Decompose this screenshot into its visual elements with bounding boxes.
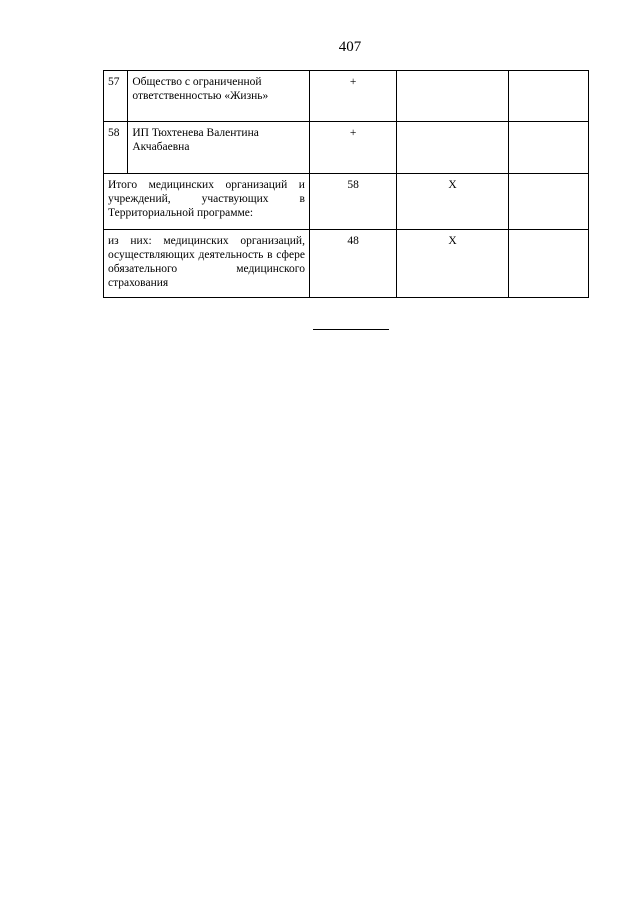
cell-column-5 [508, 71, 588, 122]
cell-column-4 [397, 122, 509, 174]
row-number: 57 [104, 71, 128, 122]
cell-column-5 [508, 174, 588, 230]
organization-name: ИП Тюхтенева Валентина Акчабаевна [128, 122, 310, 174]
participation-mark: + [309, 122, 396, 174]
total-label: Итого медицинских организаций и учреждений, участвующих в Территориальной программе: [104, 174, 310, 230]
medical-organizations-table [103, 70, 589, 298]
table-row [104, 122, 589, 174]
subtotal-x-mark: X [397, 230, 509, 298]
table-row [104, 71, 589, 122]
total-row [104, 230, 589, 298]
participation-mark: + [309, 71, 396, 122]
organization-name: Общество с ограниченной ответственностью «Жизнь» [128, 71, 310, 122]
page-number: 407 [338, 39, 362, 55]
total-row [104, 174, 589, 230]
row-number: 58 [104, 122, 128, 174]
end-of-section-divider [313, 329, 389, 330]
subtotal-count: 48 [309, 230, 396, 298]
cell-column-5 [508, 230, 588, 298]
subtotal-label: из них: медицинских организаций, осуществляющих деятельность в сфере обязательного медицинского страхования [104, 230, 310, 298]
cell-column-5 [508, 122, 588, 174]
cell-column-4 [397, 71, 509, 122]
total-x-mark: X [397, 174, 509, 230]
total-count: 58 [309, 174, 396, 230]
